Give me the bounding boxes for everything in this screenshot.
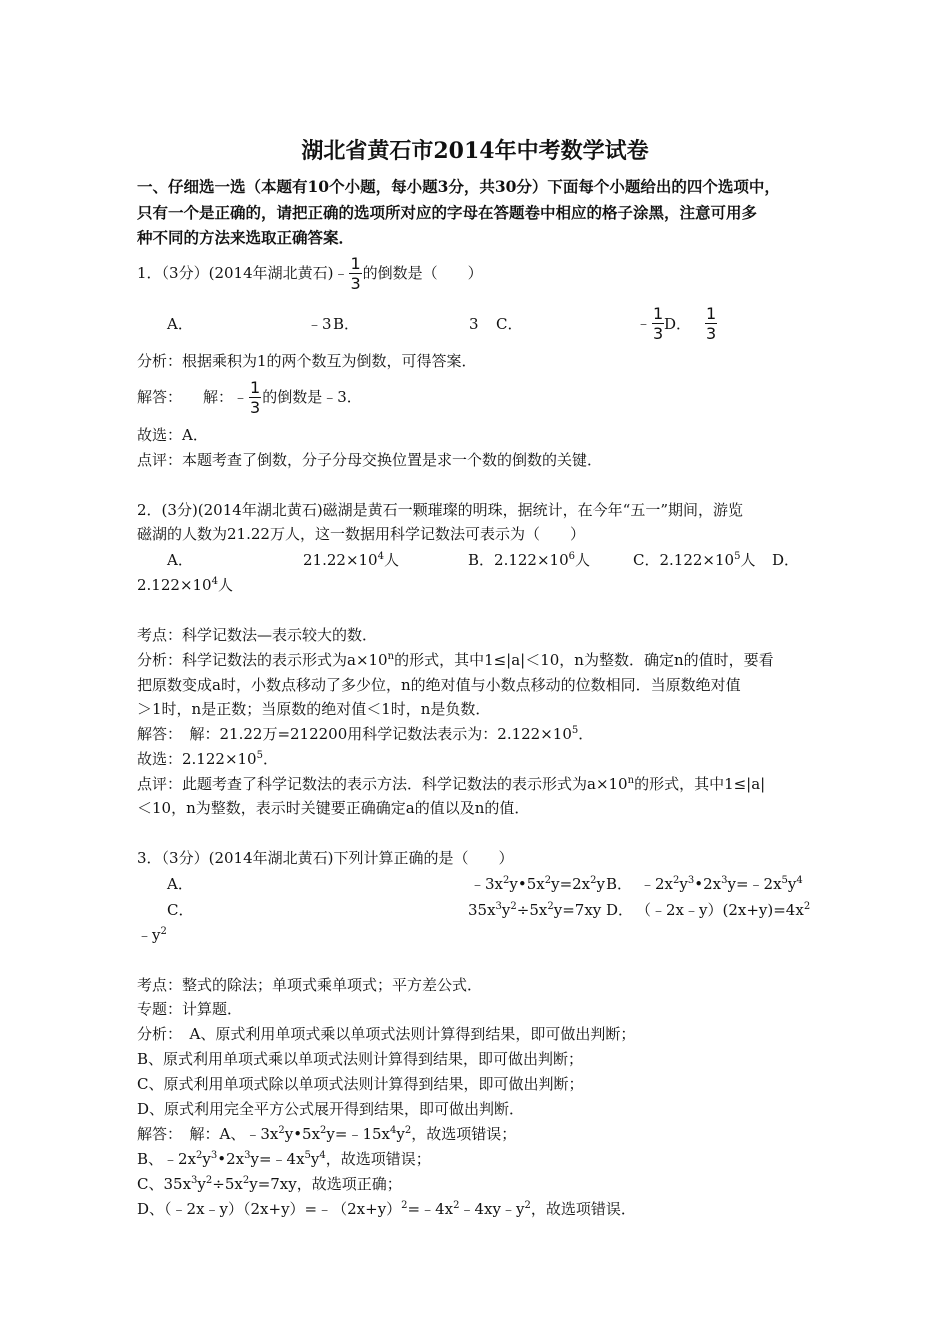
mantissa: 2.122×10 bbox=[659, 551, 735, 569]
q3-stem: 3．（3分）(2014年湖北黄石)下列计算正确的是（ ） bbox=[137, 849, 514, 867]
section-instructions-line-2: 只有一个是正确的，请把正确的选项所对应的字母在答题卷中相应的格子涂黑，注意可用多 bbox=[137, 203, 758, 222]
q1-comment: 点评：本题考查了倒数，分子分母交换位置是求一个数的倒数的关键． bbox=[137, 451, 603, 469]
q3-answer-d: D、$(﹣2x﹣y)(2x+y)=﹣(2x+y)^2=﹣4x^2﹣4xy﹣y^2$，故选项错误． bbox=[137, 1200, 636, 1218]
q3-analysis-line-3: C、原式利用单项式除以单项式法则计算得到结果，即可做出判断； bbox=[137, 1075, 584, 1093]
mantissa: 21.22×10 bbox=[303, 551, 378, 569]
text: 故选：2.122×10 bbox=[137, 750, 257, 768]
q3-option-c-value: $35x^3y^2\div 5x^2y=7xy$ bbox=[468, 901, 602, 919]
fraction-numerator: 1 bbox=[350, 254, 361, 273]
q3-analysis-line-2: B、原式利用单项式乘以单项式法则计算得到结果，即可做出判断； bbox=[137, 1050, 584, 1068]
unit: 人 bbox=[740, 551, 756, 569]
exponent: 5 bbox=[734, 551, 741, 562]
q2-option-d-value bbox=[137, 578, 233, 593]
q3-option-d-label: D． bbox=[606, 901, 634, 919]
q2-stem-line-2: 磁湖的人数为21.22万人，这一数据用科学记数法可表示为（ ） bbox=[137, 525, 585, 543]
q2-option-c-label: C． bbox=[633, 551, 660, 569]
q1-stem-suffix: 的倒数是（ ） bbox=[362, 264, 483, 282]
fraction-denominator: 3 bbox=[250, 398, 261, 417]
mantissa: 2.122×10 bbox=[137, 576, 212, 594]
q2-analysis-line-3: ＞1时，n是正数；当原数的绝对值＜1时，n是负数． bbox=[137, 700, 491, 718]
q1-stem bbox=[137, 256, 483, 292]
q3-answer-a: 解答： 解：A、$﹣3x^2y•5x^2y=﹣15x^4y^2$，故选项错误； bbox=[137, 1125, 517, 1143]
unit: 人 bbox=[575, 551, 591, 569]
text: ． bbox=[262, 750, 278, 768]
q2-analysis-line-2: 把原数变成a时，小数点移动了多少位，n的绝对值与小数点移动的位数相同．当原数绝对值 bbox=[137, 676, 741, 694]
q1-answer-label: 解答： bbox=[137, 388, 183, 406]
fraction-numerator: 1 bbox=[250, 378, 261, 397]
q1-option-d-value bbox=[704, 306, 718, 342]
q2-comment-line-1 bbox=[137, 777, 765, 792]
q1-answer bbox=[203, 380, 362, 416]
q3-option-c-label: C． bbox=[167, 901, 194, 919]
q1-analysis: 分析：根据乘积为1的两个数互为倒数，可得答案． bbox=[137, 352, 477, 370]
text: 解答： 解：21.22万=212200用科学记数法表示为：2.122×10 bbox=[137, 725, 572, 743]
text: ． bbox=[578, 725, 594, 743]
mantissa: 2.122×10 bbox=[494, 551, 569, 569]
q1-option-a-value: ﹣3 bbox=[307, 315, 332, 333]
q3-answer-b: B、$﹣2x^2y^3•2x^3y=﹣4x^5y^4$，故选项错误； bbox=[137, 1150, 431, 1168]
q1-choice: 故选：A． bbox=[137, 426, 208, 444]
q1-minus-sign: ﹣ bbox=[333, 264, 349, 282]
exponent: n bbox=[387, 651, 395, 662]
q2-choice bbox=[137, 752, 278, 767]
q2-option-c bbox=[633, 553, 755, 568]
fraction-denominator: 3 bbox=[653, 324, 664, 343]
text: 分析：科学记数法的表示形式为a×10 bbox=[137, 651, 388, 669]
q3-analysis-line-1: 分析： A、原式利用单项式乘以单项式法则计算得到结果，即可做出判断； bbox=[137, 1025, 636, 1043]
q2-comment-line-2: ＜10，n为整数，表示时关键要正确确定a的值以及n的值． bbox=[137, 799, 530, 817]
q1-option-a-label: A． bbox=[167, 315, 193, 333]
q1-stem-prefix: 1．（3分）(2014年湖北黄石) bbox=[137, 264, 334, 282]
q3-option-b-label: B． bbox=[606, 875, 633, 893]
q1-option-c-fraction bbox=[652, 306, 664, 342]
q1-option-b-label: B． bbox=[333, 315, 360, 333]
exponent: 5 bbox=[256, 750, 263, 761]
q1-fraction bbox=[349, 256, 361, 292]
exponent: 5 bbox=[571, 725, 579, 736]
paper-title: 湖北省黄石市2014年中考数学试卷 bbox=[301, 138, 649, 164]
q3-answer-c: C、$35x^3y^2\div 5x^2y=7xy$，故选项正确； bbox=[137, 1175, 402, 1193]
text: 点评：此题考查了科学记数法的表示方法．科学记数法的表示形式为a×10 bbox=[137, 775, 628, 793]
q2-point: 考点：科学记数法—表示较大的数． bbox=[137, 626, 378, 644]
q2-option-a-label: A． bbox=[167, 551, 193, 569]
q1-answer-suffix: 的倒数是﹣3． bbox=[262, 388, 362, 406]
q1-option-c-label: C． bbox=[496, 315, 523, 333]
fraction-numerator: 1 bbox=[653, 304, 664, 323]
q2-option-b bbox=[468, 553, 590, 568]
q3-analysis-line-4: D、原式利用完全平方公式展开得到结果，即可做出判断． bbox=[137, 1100, 525, 1118]
section-instructions-line-1: 一、仔细选一选（本题有10个小题，每小题3分，共30分）下面每个小题给出的四个选项中， bbox=[137, 177, 780, 196]
fraction-denominator: 3 bbox=[350, 274, 361, 293]
q3-option-d-value: $(﹣2x﹣y)(2x+y)=4x^2$ bbox=[636, 901, 811, 919]
minus-sign: ﹣ bbox=[636, 314, 652, 332]
q2-option-a-value bbox=[303, 553, 399, 568]
q2-option-d-label: D． bbox=[772, 551, 800, 569]
q3-option-b-value: $﹣2x^2y^3•2x^3y=﹣2x^5y^4$ bbox=[640, 875, 803, 893]
text: 的形式，其中1≤|a| bbox=[634, 775, 766, 793]
unit: 人 bbox=[383, 551, 399, 569]
q1-option-c-value bbox=[636, 306, 665, 342]
fraction-numerator: 1 bbox=[706, 304, 717, 323]
q2-option-b-label: B． bbox=[468, 551, 495, 569]
q2-analysis-line-1 bbox=[137, 653, 774, 668]
section-instructions-line-3: 种不同的方法来选取正确答案． bbox=[137, 228, 355, 247]
exponent: n bbox=[627, 775, 635, 786]
q3-point: 考点：整式的除法；单项式乘单项式；平方差公式． bbox=[137, 976, 483, 994]
q3-option-d-wrap: $﹣y^2$ bbox=[137, 926, 167, 944]
q1-option-b-value: 3 bbox=[469, 315, 479, 333]
q1-answer-prefix: 解：﹣ bbox=[203, 388, 249, 406]
q3-topic: 专题：计算题． bbox=[137, 1000, 243, 1018]
q1-option-d-fraction bbox=[705, 306, 717, 342]
exponent: 4 bbox=[377, 551, 384, 562]
fraction-denominator: 3 bbox=[706, 324, 717, 343]
q3-option-a-value: $﹣3x^2y•5x^2y=2x^2y$ bbox=[470, 875, 605, 893]
q1-option-d-label: D． bbox=[664, 315, 692, 333]
unit: 人 bbox=[217, 576, 233, 594]
q2-answer bbox=[137, 727, 593, 742]
text: 的形式，其中1≤|a|＜10，n为整数．确定n的值时，要看 bbox=[394, 651, 774, 669]
q1-answer-fraction bbox=[249, 380, 261, 416]
q3-option-a-label: A． bbox=[167, 875, 193, 893]
exponent: 4 bbox=[211, 576, 218, 587]
exponent: 6 bbox=[568, 551, 576, 562]
q2-stem-line-1: 2．(3分)(2014年湖北黄石)磁湖是黄石一颗璀璨的明珠，据统计，在今年“五一”期间，游览 bbox=[137, 501, 744, 519]
